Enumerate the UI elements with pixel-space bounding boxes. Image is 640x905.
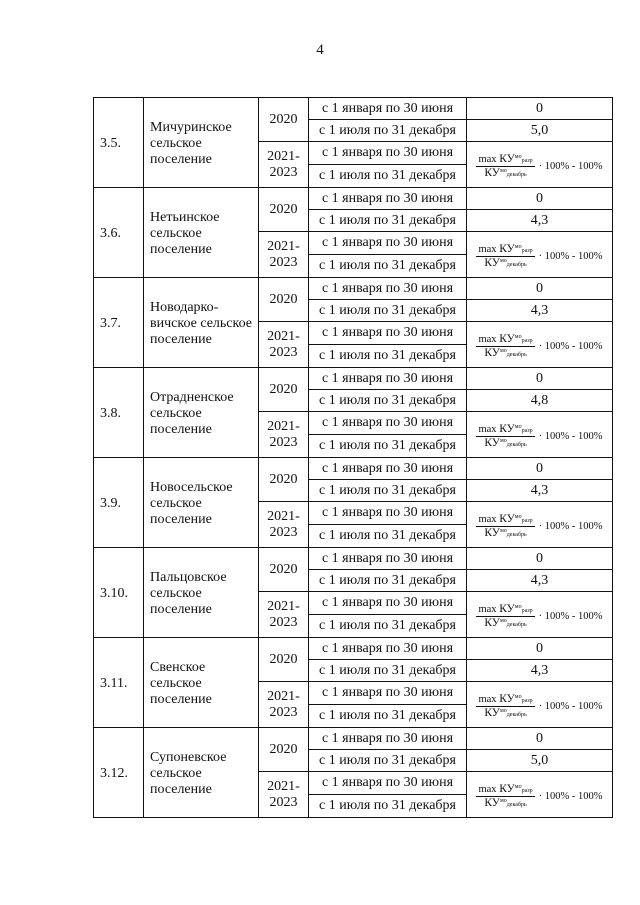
index-formula bbox=[476, 244, 602, 269]
formula-denominator: $КУ^{мо}декабрь$ bbox=[484, 166, 527, 179]
year-range-cell bbox=[259, 682, 309, 728]
index-formula bbox=[476, 154, 602, 179]
year-cell: 2020 bbox=[259, 638, 309, 682]
period-cell: с 1 июля по 31 декабря bbox=[309, 525, 467, 548]
year-range-end: 2023 bbox=[269, 524, 298, 540]
formula-numerator: $\max КУ^{мо}разр$ bbox=[478, 332, 533, 345]
year-2020-row-first-half bbox=[94, 548, 613, 570]
formula-cell bbox=[467, 682, 613, 728]
period-cell: с 1 июля по 31 декабря bbox=[309, 660, 467, 682]
period-cell: с 1 июля по 31 декабря bbox=[309, 210, 467, 232]
year-range-start: 2021- bbox=[267, 778, 300, 794]
period-cell: с 1 января по 30 июня bbox=[309, 188, 467, 210]
year-range-end: 2023 bbox=[269, 344, 298, 360]
row-number: 3.11. bbox=[94, 638, 144, 728]
formula-numerator: $\max КУ^{мо}разр$ bbox=[478, 692, 533, 705]
year-range-start: 2021- bbox=[267, 688, 300, 704]
formula-denominator: $КУ^{мо}декабрь$ bbox=[484, 346, 527, 359]
year-range-cell bbox=[259, 502, 309, 548]
formula-cell bbox=[467, 232, 613, 278]
year-2020-row-first-half bbox=[94, 728, 613, 750]
year-2020-row-first-half bbox=[94, 98, 613, 120]
period-cell: с 1 января по 30 июня bbox=[309, 502, 467, 525]
year-2020-row-first-half bbox=[94, 458, 613, 480]
settlement-name: Супоневское сельское поселение bbox=[144, 728, 259, 818]
year-range-start: 2021- bbox=[267, 598, 300, 614]
value-cell: 0 bbox=[467, 98, 613, 120]
year-range-start: 2021- bbox=[267, 148, 300, 164]
value-cell: 0 bbox=[467, 188, 613, 210]
period-cell: с 1 июля по 31 декабря bbox=[309, 165, 467, 188]
formula-denominator: $КУ^{мо}декабрь$ bbox=[484, 616, 527, 629]
period-cell: с 1 января по 30 июня bbox=[309, 772, 467, 795]
period-cell: с 1 июля по 31 декабря bbox=[309, 345, 467, 368]
year-cell: 2020 bbox=[259, 368, 309, 412]
formula-cell bbox=[467, 592, 613, 638]
period-cell: с 1 января по 30 июня bbox=[309, 592, 467, 615]
index-formula bbox=[476, 424, 602, 449]
page-number: 4 bbox=[316, 42, 324, 58]
value-cell: 0 bbox=[467, 638, 613, 660]
row-number: 3.12. bbox=[94, 728, 144, 818]
period-cell: с 1 января по 30 июня bbox=[309, 322, 467, 345]
settlement-name: Нетьинское сельское поселение bbox=[144, 188, 259, 278]
formula-multiplier: · 100% - 100% bbox=[538, 520, 603, 532]
period-cell: с 1 января по 30 июня bbox=[309, 412, 467, 435]
value-cell: 5,0 bbox=[467, 750, 613, 772]
year-2020-row-first-half bbox=[94, 278, 613, 300]
year-range-start: 2021- bbox=[267, 328, 300, 344]
table-body bbox=[94, 98, 613, 818]
formula-multiplier: · 100% - 100% bbox=[538, 430, 603, 442]
value-cell: 4,3 bbox=[467, 570, 613, 592]
value-cell: 0 bbox=[467, 368, 613, 390]
tariff-index-table bbox=[93, 97, 613, 818]
period-cell: с 1 января по 30 июня bbox=[309, 682, 467, 705]
year-cell: 2020 bbox=[259, 188, 309, 232]
year-cell: 2020 bbox=[259, 728, 309, 772]
period-cell: с 1 июля по 31 декабря bbox=[309, 705, 467, 728]
year-cell: 2020 bbox=[259, 458, 309, 502]
period-cell: с 1 января по 30 июня bbox=[309, 142, 467, 165]
formula-numerator: $\max КУ^{мо}разр$ bbox=[478, 512, 533, 525]
period-cell: с 1 июля по 31 декабря bbox=[309, 795, 467, 818]
period-cell: с 1 июля по 31 декабря bbox=[309, 255, 467, 278]
index-formula bbox=[476, 604, 602, 629]
year-cell: 2020 bbox=[259, 278, 309, 322]
period-cell: с 1 июля по 31 декабря bbox=[309, 300, 467, 322]
year-2020-row-first-half bbox=[94, 368, 613, 390]
year-range-start: 2021- bbox=[267, 238, 300, 254]
formula-denominator: $КУ^{мо}декабрь$ bbox=[484, 256, 527, 269]
settlement-name: Свенское сельское поселение bbox=[144, 638, 259, 728]
formula-fraction bbox=[476, 784, 534, 809]
formula-cell bbox=[467, 142, 613, 188]
formula-fraction bbox=[476, 694, 534, 719]
row-number: 3.5. bbox=[94, 98, 144, 188]
formula-denominator: $КУ^{мо}декабрь$ bbox=[484, 796, 527, 809]
index-formula bbox=[476, 334, 602, 359]
period-cell: с 1 января по 30 июня bbox=[309, 98, 467, 120]
formula-denominator: $КУ^{мо}декабрь$ bbox=[484, 436, 527, 449]
year-range-end: 2023 bbox=[269, 794, 298, 810]
value-cell: 4,3 bbox=[467, 660, 613, 682]
year-range-end: 2023 bbox=[269, 704, 298, 720]
row-number: 3.10. bbox=[94, 548, 144, 638]
formula-cell bbox=[467, 322, 613, 368]
index-formula bbox=[476, 694, 602, 719]
formula-multiplier: · 100% - 100% bbox=[538, 160, 603, 172]
year-range-cell bbox=[259, 412, 309, 458]
index-formula bbox=[476, 514, 602, 539]
row-number: 3.9. bbox=[94, 458, 144, 548]
year-cell: 2020 bbox=[259, 548, 309, 592]
value-cell: 0 bbox=[467, 278, 613, 300]
settlement-name: Отрадненское сельское поселение bbox=[144, 368, 259, 458]
value-cell: 0 bbox=[467, 548, 613, 570]
settlement-name: Новодарко-вичское сельское поселение bbox=[144, 278, 259, 368]
period-cell: с 1 июля по 31 декабря bbox=[309, 480, 467, 502]
year-range-start: 2021- bbox=[267, 418, 300, 434]
period-cell: с 1 января по 30 июня bbox=[309, 232, 467, 255]
formula-cell bbox=[467, 502, 613, 548]
value-cell: 4,3 bbox=[467, 480, 613, 502]
year-range-cell bbox=[259, 322, 309, 368]
year-2020-row-first-half bbox=[94, 188, 613, 210]
year-range-cell bbox=[259, 142, 309, 188]
formula-cell bbox=[467, 412, 613, 458]
formula-numerator: $\max КУ^{мо}разр$ bbox=[478, 152, 533, 165]
formula-fraction bbox=[476, 244, 534, 269]
period-cell: с 1 июля по 31 декабря bbox=[309, 435, 467, 458]
year-range-end: 2023 bbox=[269, 434, 298, 450]
formula-fraction bbox=[476, 154, 534, 179]
year-range-end: 2023 bbox=[269, 254, 298, 270]
year-range-cell bbox=[259, 592, 309, 638]
period-cell: с 1 января по 30 июня bbox=[309, 278, 467, 300]
row-number: 3.6. bbox=[94, 188, 144, 278]
formula-numerator: $\max КУ^{мо}разр$ bbox=[478, 602, 533, 615]
value-cell: 4,3 bbox=[467, 210, 613, 232]
row-number: 3.7. bbox=[94, 278, 144, 368]
period-cell: с 1 июля по 31 декабря bbox=[309, 615, 467, 638]
formula-multiplier: · 100% - 100% bbox=[538, 250, 603, 262]
period-cell: с 1 июля по 31 декабря bbox=[309, 390, 467, 412]
value-cell: 0 bbox=[467, 728, 613, 750]
year-range-end: 2023 bbox=[269, 164, 298, 180]
period-cell: с 1 января по 30 июня bbox=[309, 458, 467, 480]
period-cell: с 1 июля по 31 декабря bbox=[309, 570, 467, 592]
formula-denominator: $КУ^{мо}декабрь$ bbox=[484, 706, 527, 719]
formula-multiplier: · 100% - 100% bbox=[538, 790, 603, 802]
formula-fraction bbox=[476, 604, 534, 629]
settlement-name: Мичуринское сельское поселение bbox=[144, 98, 259, 188]
period-cell: с 1 января по 30 июня bbox=[309, 548, 467, 570]
value-cell: 5,0 bbox=[467, 120, 613, 142]
formula-numerator: $\max КУ^{мо}разр$ bbox=[478, 422, 533, 435]
period-cell: с 1 января по 30 июня bbox=[309, 728, 467, 750]
formula-denominator: $КУ^{мо}декабрь$ bbox=[484, 526, 527, 539]
period-cell: с 1 января по 30 июня bbox=[309, 638, 467, 660]
period-cell: с 1 июля по 31 декабря bbox=[309, 750, 467, 772]
formula-fraction bbox=[476, 334, 534, 359]
year-range-cell bbox=[259, 772, 309, 818]
row-number: 3.8. bbox=[94, 368, 144, 458]
formula-cell bbox=[467, 772, 613, 818]
settlement-name: Пальцовское сельское поселение bbox=[144, 548, 259, 638]
value-cell: 4,3 bbox=[467, 300, 613, 322]
year-range-end: 2023 bbox=[269, 614, 298, 630]
year-cell: 2020 bbox=[259, 98, 309, 142]
settlement-name: Новосельское сельское поселение bbox=[144, 458, 259, 548]
year-2020-row-first-half bbox=[94, 638, 613, 660]
formula-multiplier: · 100% - 100% bbox=[538, 340, 603, 352]
value-cell: 4,8 bbox=[467, 390, 613, 412]
year-range-start: 2021- bbox=[267, 508, 300, 524]
period-cell: с 1 июля по 31 декабря bbox=[309, 120, 467, 142]
period-cell: с 1 января по 30 июня bbox=[309, 368, 467, 390]
value-cell: 0 bbox=[467, 458, 613, 480]
formula-fraction bbox=[476, 424, 534, 449]
index-formula bbox=[476, 784, 602, 809]
formula-fraction bbox=[476, 514, 534, 539]
year-range-cell bbox=[259, 232, 309, 278]
formula-numerator: $\max КУ^{мо}разр$ bbox=[478, 782, 533, 795]
formula-multiplier: · 100% - 100% bbox=[538, 610, 603, 622]
formula-numerator: $\max КУ^{мо}разр$ bbox=[478, 242, 533, 255]
formula-multiplier: · 100% - 100% bbox=[538, 700, 603, 712]
